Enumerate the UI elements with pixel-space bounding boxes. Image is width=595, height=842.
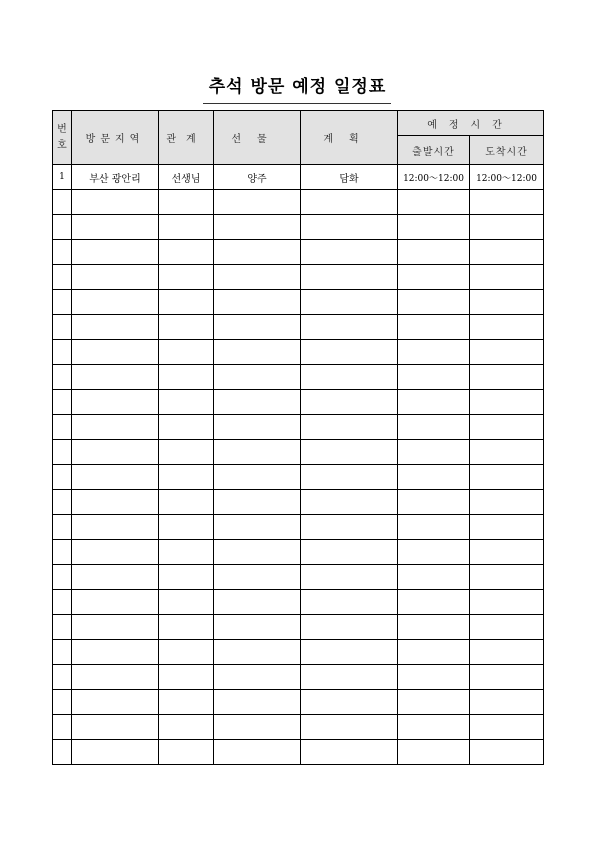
visit-schedule-table [52,110,544,765]
cell-gift[interactable] [214,715,301,740]
table-row [53,315,544,340]
cell-gift[interactable] [214,540,301,565]
cell-departure[interactable] [398,365,470,390]
cell-plan[interactable] [301,390,398,415]
cell-no[interactable] [53,490,72,515]
cell-no[interactable] [53,390,72,415]
page-title: 추석 방문 예정 일정표 [208,77,387,97]
cell-departure[interactable] [398,340,470,365]
cell-relation[interactable] [159,415,214,440]
cell-gift[interactable] [214,240,301,265]
cell-gift[interactable]: 양주 [214,165,301,190]
cell-plan[interactable] [301,515,398,540]
cell-no[interactable]: 1 [53,165,72,190]
cell-arrival[interactable] [470,615,544,640]
table-row [53,540,544,565]
cell-arrival[interactable] [470,290,544,315]
cell-no[interactable] [53,465,72,490]
cell-plan[interactable] [301,590,398,615]
cell-arrival[interactable] [470,215,544,240]
table-row [53,615,544,640]
cell-no[interactable] [53,365,72,390]
cell-no[interactable] [53,740,72,765]
cell-relation[interactable]: 선생님 [159,165,214,190]
cell-relation[interactable] [159,215,214,240]
cell-relation[interactable] [159,690,214,715]
cell-gift[interactable] [214,640,301,665]
cell-arrival[interactable] [470,590,544,615]
cell-region[interactable] [72,540,159,565]
cell-departure[interactable] [398,665,470,690]
table-row [53,465,544,490]
cell-arrival[interactable] [470,715,544,740]
header-relation: 관계 [159,111,214,165]
table-row [53,340,544,365]
table-row [53,440,544,465]
cell-region[interactable] [72,465,159,490]
cell-departure[interactable] [398,740,470,765]
cell-arrival[interactable] [470,640,544,665]
cell-gift[interactable] [214,190,301,215]
title-underline [203,103,391,104]
cell-relation[interactable] [159,265,214,290]
cell-plan[interactable] [301,690,398,715]
cell-plan[interactable] [301,565,398,590]
table-row [53,740,544,765]
cell-plan[interactable] [301,215,398,240]
cell-departure[interactable] [398,440,470,465]
cell-plan[interactable] [301,640,398,665]
cell-departure[interactable] [398,290,470,315]
cell-relation[interactable] [159,665,214,690]
cell-region[interactable] [72,565,159,590]
cell-gift[interactable] [214,290,301,315]
cell-relation[interactable] [159,590,214,615]
cell-relation[interactable] [159,190,214,215]
cell-gift[interactable] [214,340,301,365]
cell-departure[interactable] [398,390,470,415]
cell-region[interactable] [72,490,159,515]
cell-arrival[interactable] [470,265,544,290]
header-plan: 계획 [301,111,398,165]
table-row [53,690,544,715]
cell-arrival[interactable] [470,415,544,440]
header-number [53,111,72,165]
cell-relation[interactable] [159,315,214,340]
cell-arrival[interactable] [470,340,544,365]
cell-gift[interactable] [214,615,301,640]
table-row [53,365,544,390]
cell-region[interactable] [72,315,159,340]
cell-no[interactable] [53,665,72,690]
cell-arrival[interactable] [470,315,544,340]
cell-plan[interactable] [301,465,398,490]
cell-region[interactable] [72,640,159,665]
table-row [53,165,544,190]
cell-relation[interactable] [159,440,214,465]
header-departure: 출발시간 [398,136,470,165]
cell-gift[interactable] [214,315,301,340]
cell-plan[interactable] [301,365,398,390]
table-row [53,190,544,215]
cell-plan[interactable] [301,240,398,265]
cell-departure[interactable]: 12:00～12:00 [398,165,470,190]
cell-relation[interactable] [159,615,214,640]
cell-arrival[interactable] [470,515,544,540]
cell-relation[interactable] [159,640,214,665]
cell-departure[interactable] [398,615,470,640]
cell-no[interactable] [53,215,72,240]
table-row [53,265,544,290]
cell-relation[interactable] [159,740,214,765]
header-arrival: 도착시간 [470,136,544,165]
cell-relation[interactable] [159,465,214,490]
cell-relation[interactable] [159,515,214,540]
cell-arrival[interactable] [470,240,544,265]
cell-gift[interactable] [214,515,301,540]
cell-region[interactable] [72,290,159,315]
cell-region[interactable] [72,590,159,615]
cell-plan[interactable] [301,715,398,740]
cell-departure[interactable] [398,590,470,615]
cell-region[interactable] [72,615,159,640]
cell-relation[interactable] [159,390,214,415]
header-region: 방문지역 [72,111,159,165]
cell-plan[interactable]: 담화 [301,165,398,190]
cell-plan[interactable] [301,190,398,215]
cell-plan[interactable] [301,540,398,565]
cell-departure[interactable] [398,190,470,215]
header-schedule: 예정시간 [398,111,544,136]
table-row [53,390,544,415]
cell-region[interactable] [72,515,159,540]
cell-departure[interactable] [398,415,470,440]
cell-gift[interactable] [214,740,301,765]
cell-arrival[interactable] [470,440,544,465]
cell-region[interactable] [72,690,159,715]
cell-region[interactable] [72,240,159,265]
cell-region[interactable] [72,740,159,765]
cell-departure[interactable] [398,315,470,340]
cell-no[interactable] [53,340,72,365]
cell-departure[interactable] [398,690,470,715]
cell-no[interactable] [53,415,72,440]
cell-relation[interactable] [159,340,214,365]
cell-gift[interactable] [214,215,301,240]
cell-no[interactable] [53,190,72,215]
cell-gift[interactable] [214,690,301,715]
header-gift: 선물 [214,111,301,165]
table-row [53,715,544,740]
cell-relation[interactable] [159,365,214,390]
cell-no[interactable] [53,515,72,540]
cell-departure[interactable] [398,515,470,540]
cell-plan[interactable] [301,615,398,640]
cell-region[interactable] [72,215,159,240]
table-row [53,565,544,590]
table-row [53,665,544,690]
cell-departure[interactable] [398,465,470,490]
table-row [53,215,544,240]
table-row [53,415,544,440]
cell-arrival[interactable] [470,390,544,415]
cell-plan[interactable] [301,440,398,465]
cell-plan[interactable] [301,340,398,365]
cell-region[interactable]: 부산 광안리 [72,165,159,190]
cell-no[interactable] [53,440,72,465]
cell-region[interactable] [72,665,159,690]
cell-no[interactable] [53,640,72,665]
cell-relation[interactable] [159,290,214,315]
cell-no[interactable] [53,690,72,715]
cell-relation[interactable] [159,715,214,740]
cell-arrival[interactable] [470,490,544,515]
cell-departure[interactable] [398,565,470,590]
cell-departure[interactable] [398,490,470,515]
table-row [53,240,544,265]
cell-no[interactable] [53,290,72,315]
cell-departure[interactable] [398,240,470,265]
cell-plan[interactable] [301,490,398,515]
table-row [53,490,544,515]
cell-gift[interactable] [214,565,301,590]
table-row [53,640,544,665]
cell-relation[interactable] [159,240,214,265]
cell-region[interactable] [72,265,159,290]
cell-arrival[interactable] [470,465,544,490]
cell-region[interactable] [72,190,159,215]
cell-region[interactable] [72,440,159,465]
cell-region[interactable] [72,340,159,365]
cell-departure[interactable] [398,640,470,665]
cell-no[interactable] [53,540,72,565]
cell-gift[interactable] [214,440,301,465]
cell-no[interactable] [53,240,72,265]
cell-region[interactable] [72,415,159,440]
cell-gift[interactable] [214,665,301,690]
cell-plan[interactable] [301,290,398,315]
cell-gift[interactable] [214,365,301,390]
cell-gift[interactable] [214,390,301,415]
cell-departure[interactable] [398,265,470,290]
cell-relation[interactable] [159,490,214,515]
cell-departure[interactable] [398,715,470,740]
cell-gift[interactable] [214,590,301,615]
cell-no[interactable] [53,315,72,340]
cell-relation[interactable] [159,540,214,565]
cell-no[interactable] [53,565,72,590]
cell-gift[interactable] [214,465,301,490]
cell-arrival[interactable] [470,365,544,390]
cell-arrival[interactable] [470,565,544,590]
table-row [53,590,544,615]
cell-arrival[interactable] [470,690,544,715]
cell-arrival[interactable]: 12:00～12:00 [470,165,544,190]
table-row [53,290,544,315]
cell-relation[interactable] [159,565,214,590]
table-row [53,515,544,540]
cell-plan[interactable] [301,665,398,690]
cell-gift[interactable] [214,265,301,290]
cell-no[interactable] [53,715,72,740]
cell-plan[interactable] [301,315,398,340]
header-number-label: 번호 [57,123,67,151]
cell-no[interactable] [53,615,72,640]
cell-plan[interactable] [301,415,398,440]
cell-plan[interactable] [301,740,398,765]
cell-gift[interactable] [214,415,301,440]
cell-departure[interactable] [398,540,470,565]
cell-gift[interactable] [214,490,301,515]
cell-plan[interactable] [301,265,398,290]
cell-region[interactable] [72,365,159,390]
cell-region[interactable] [72,715,159,740]
cell-arrival[interactable] [470,540,544,565]
cell-no[interactable] [53,590,72,615]
cell-departure[interactable] [398,215,470,240]
cell-no[interactable] [53,265,72,290]
cell-arrival[interactable] [470,740,544,765]
cell-region[interactable] [72,390,159,415]
cell-arrival[interactable] [470,665,544,690]
cell-arrival[interactable] [470,190,544,215]
